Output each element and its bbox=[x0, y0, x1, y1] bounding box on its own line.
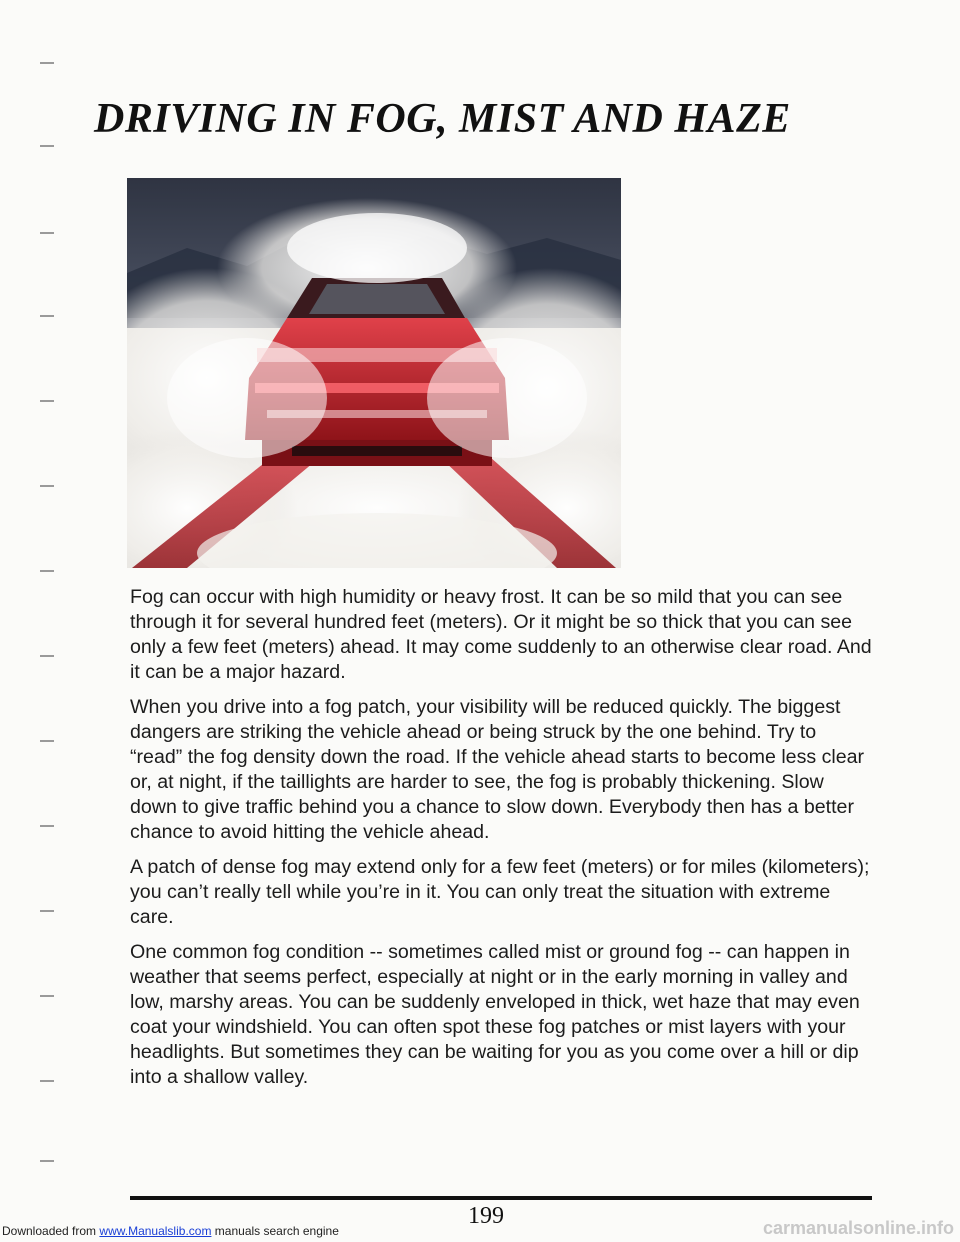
edge-mark bbox=[40, 1080, 54, 1082]
edge-mark bbox=[40, 485, 54, 487]
edge-mark bbox=[40, 655, 54, 657]
body-text bbox=[130, 585, 872, 1100]
page-number: 199 bbox=[468, 1203, 504, 1229]
edge-mark bbox=[40, 570, 54, 572]
edge-mark bbox=[40, 910, 54, 912]
edge-mark bbox=[40, 145, 54, 147]
page-title: DRIVING IN FOG, MIST AND HAZE bbox=[94, 96, 791, 142]
edge-mark bbox=[40, 995, 54, 997]
edge-mark bbox=[40, 62, 54, 64]
manualslib-link[interactable]: www.Manualslib.com bbox=[99, 1224, 212, 1238]
footer-rule bbox=[130, 1196, 872, 1200]
paragraph: A patch of dense fog may extend only for a few feet (meters) or for miles (kilometers); you can’t really tell while you’re in it. You can only treat the situation with extreme care. bbox=[130, 856, 870, 928]
paragraph: When you drive into a fog patch, your visibility will be reduced quickly. The biggest dangers are striking the vehicle ahead or being struck by the one behind. Try to “read” the fog density down the road. If the vehicle ahead starts to become less clear or, at night, if the taillights are harder to see, the fog is probably thickening. Slow down to give traffic behind you a chance to slow down. Everybody then has a better chance to avoid hitting the vehicle ahead. bbox=[130, 696, 865, 843]
edge-mark bbox=[40, 400, 54, 402]
download-suffix: manuals search engine bbox=[214, 1224, 339, 1238]
edge-mark bbox=[40, 825, 54, 827]
edge-mark bbox=[40, 232, 54, 234]
watermark: carmanualsonline.info bbox=[762, 1218, 954, 1238]
paragraph: One common fog condition -- sometimes called mist or ground fog -- can happen in weather that seems perfect, especially at night or in the early morning in valley and low, marshy areas. You can be suddenly enveloped in thick, wet haze that may even coat your windshield. You can often spot these fog patches or mist layers with your headlights. But sometimes they can be waiting for you as you come over a hill or dip into a shallow valley. bbox=[130, 941, 860, 1088]
download-prefix: Downloaded from bbox=[2, 1224, 97, 1238]
paragraph: Fog can occur with high humidity or heavy frost. It can be so mild that you can see through it for several hundred feet (meters). Or it might be so thick that you can see only a few feet (meters) ahead. It may come suddenly to an otherwise clear road. And it can be a major hazard. bbox=[130, 586, 872, 683]
fog-car-photo bbox=[127, 178, 621, 568]
edge-mark bbox=[40, 740, 54, 742]
download-credit bbox=[2, 1224, 339, 1238]
edge-mark bbox=[40, 315, 54, 317]
edge-mark bbox=[40, 1160, 54, 1162]
